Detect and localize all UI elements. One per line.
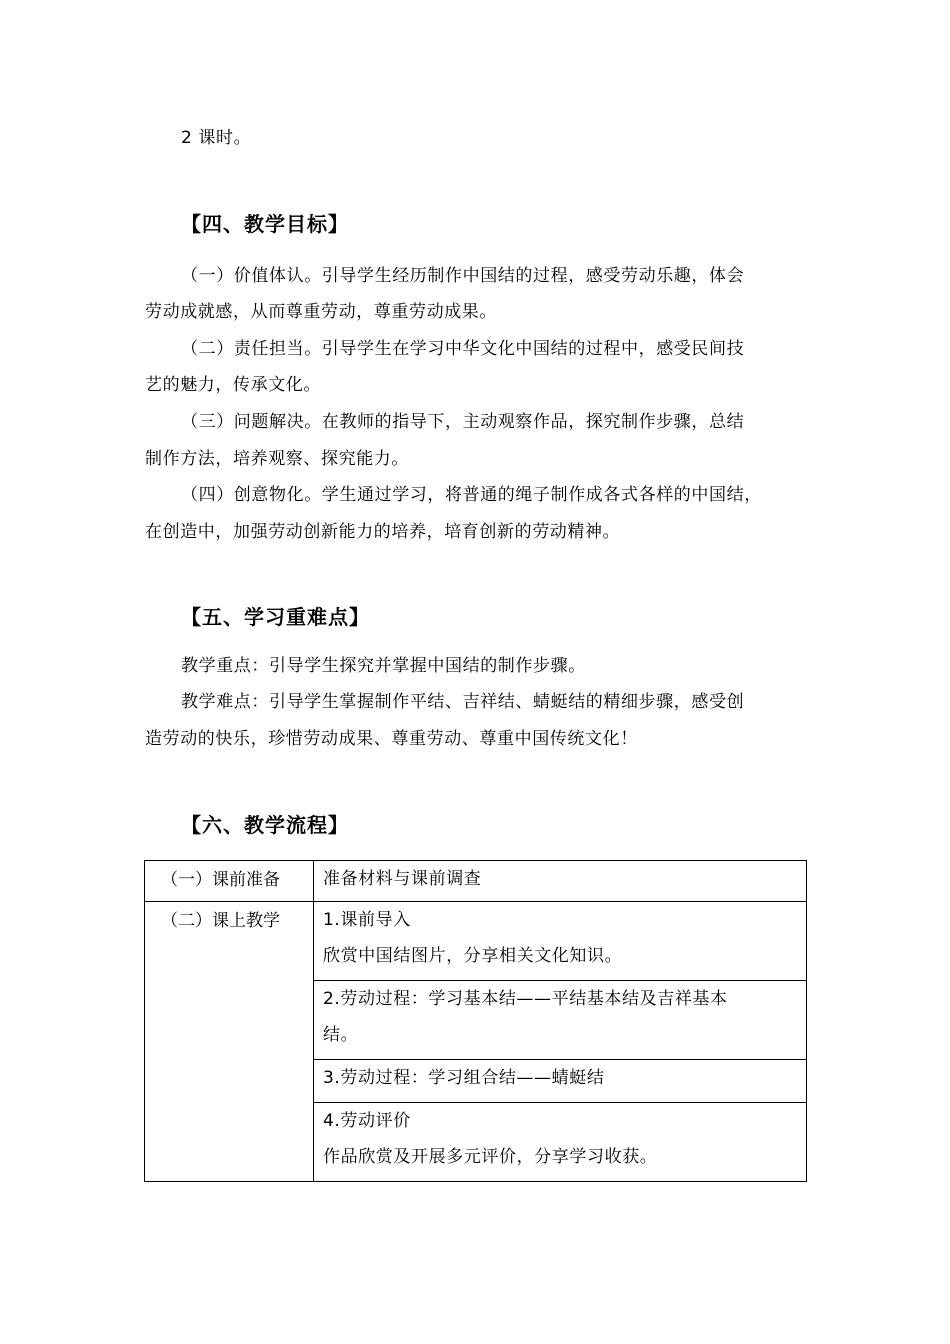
step-cell xyxy=(314,902,807,981)
objective-4-line-2: 在创造中，加强劳动创新能力的培养，培育创新的劳动精神。 xyxy=(145,522,621,542)
stage-cell xyxy=(145,902,314,1182)
key-point-text: 教学重点：引导学生探究并掌握中国结的制作步骤。 xyxy=(181,656,586,676)
stage-label: （二）课上教学 xyxy=(161,911,280,931)
step-cell xyxy=(314,981,807,1060)
section-5-title: 【五、学习重难点】 xyxy=(181,605,370,629)
step-1-title: 1.课前导入 xyxy=(323,910,411,930)
step-cell xyxy=(314,1103,807,1182)
step-4-title: 4.劳动评价 xyxy=(323,1111,411,1131)
step-cell xyxy=(314,1060,807,1103)
step-2-line-2: 结。 xyxy=(323,1025,359,1045)
section-6-title: 【六、教学流程】 xyxy=(181,813,349,837)
objective-2-line-2: 艺的魅力，传承文化。 xyxy=(145,375,321,395)
objective-3-line-1: （三）问题解决。在教师的指导下，主动观察作品，探究制作步骤，总结 xyxy=(181,412,745,432)
objective-1-line-2: 劳动成就感，从而尊重劳动，尊重劳动成果。 xyxy=(145,302,497,322)
stage-label: （一）课前准备 xyxy=(161,870,280,890)
table-row xyxy=(145,902,807,981)
objective-1-line-1: （一）价值体认。引导学生经历制作中国结的过程，感受劳动乐趣，体会 xyxy=(181,266,745,286)
class-hours-text: 2 课时。 xyxy=(181,128,252,148)
content-cell xyxy=(314,861,807,902)
objective-4-line-1: （四）创意物化。学生通过学习，将普通的绳子制作成各式各样的中国结， xyxy=(181,485,762,505)
teaching-flow-table xyxy=(144,860,807,1182)
section-4-title: 【四、教学目标】 xyxy=(181,212,349,236)
step-4-desc: 作品欣赏及开展多元评价，分享学习收获。 xyxy=(323,1147,658,1167)
difficult-point-line-2: 造劳动的快乐，珍惜劳动成果、尊重劳动、尊重中国传统文化！ xyxy=(145,729,638,749)
step-3-title: 3.劳动过程：学习组合结——蜻蜓结 xyxy=(323,1068,605,1088)
step-1-desc: 欣赏中国结图片，分享相关文化知识。 xyxy=(323,946,623,966)
stage-cell xyxy=(145,861,314,902)
difficult-point-line-1: 教学难点：引导学生掌握制作平结、吉祥结、蜻蜓结的精细步骤，感受创 xyxy=(181,692,745,712)
objective-2-line-1: （二）责任担当。引导学生在学习中华文化中国结的过程中，感受民间技 xyxy=(181,339,745,359)
content-text: 准备材料与课前调查 xyxy=(323,869,482,889)
objective-3-line-2: 制作方法，培养观察、探究能力。 xyxy=(145,449,409,469)
table-row xyxy=(145,861,807,902)
step-2-line-1: 2.劳动过程：学习基本结——平结基本结及吉祥基本 xyxy=(323,989,728,1009)
